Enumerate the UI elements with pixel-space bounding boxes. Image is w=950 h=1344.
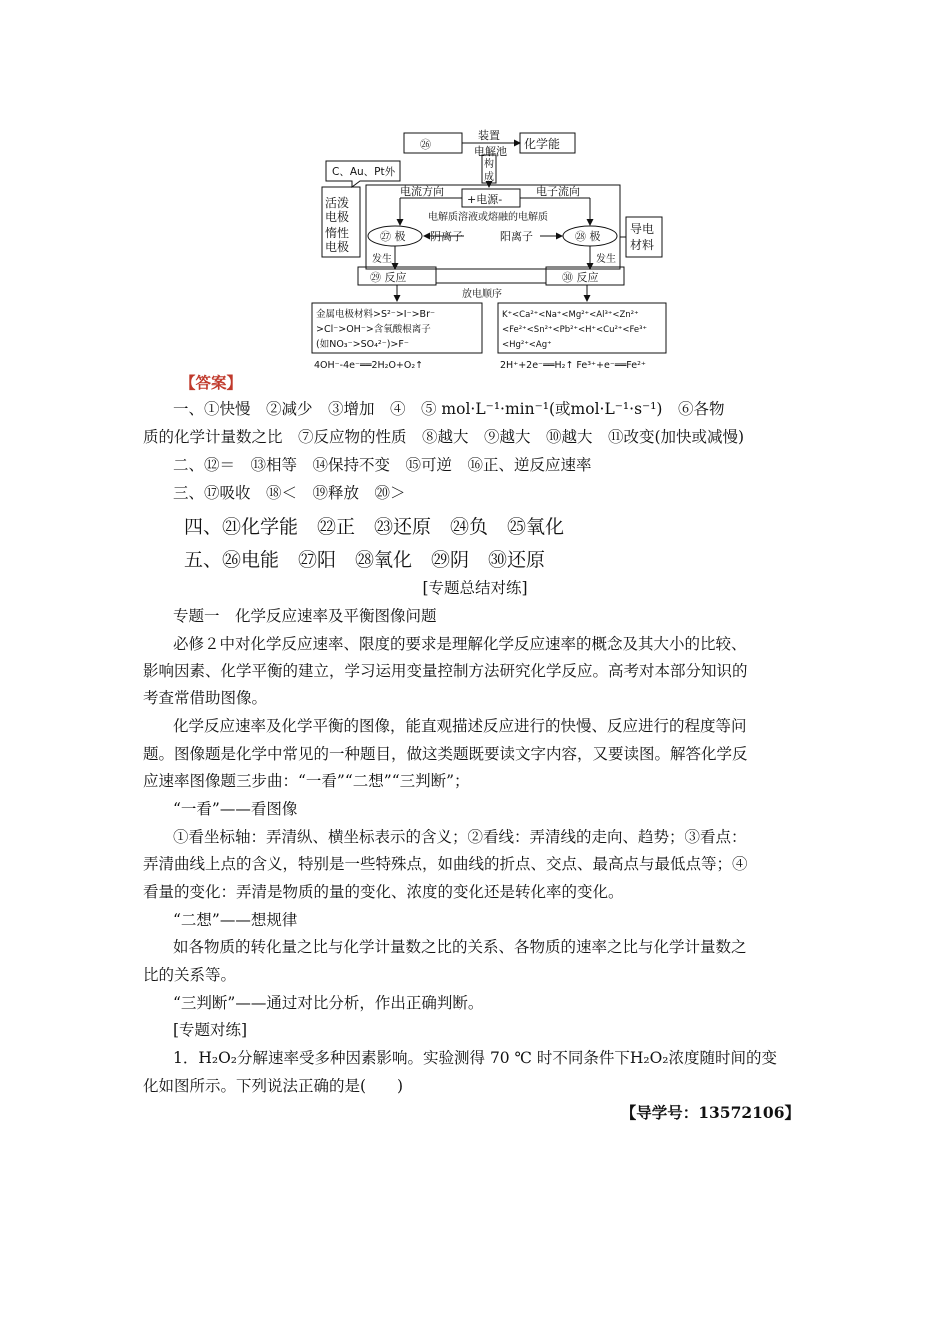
composed-1: 构 bbox=[484, 159, 494, 170]
para2-line3: 应速率图像题三步曲：“一看”“二想”“三判断”； bbox=[143, 772, 470, 790]
electron-direction-label: 电子流向 bbox=[536, 185, 580, 198]
composed-2: 成 bbox=[484, 172, 494, 183]
electrode27-label: ㉗ 极 bbox=[380, 230, 406, 243]
electrolyte-label: 电解质溶液或熔融的电解质 bbox=[428, 212, 548, 223]
answer-label: 【答案】 bbox=[180, 373, 243, 392]
power-source-label: +电源- bbox=[467, 193, 503, 206]
question1-line1: 1．H₂O₂分解速率受多种因素影响。实验测得 70 ℃ 时不同条件下H₂O₂浓度随时间的变 bbox=[173, 1049, 778, 1067]
anion-label: 阴离子 bbox=[430, 230, 463, 243]
cation-label: 阳离子 bbox=[500, 230, 533, 243]
inert-electrode-2: 电极 bbox=[325, 240, 350, 254]
reaction29-label: ㉙ 反应 bbox=[370, 271, 407, 284]
device-label: 装置 bbox=[478, 129, 500, 142]
topic-title: 专题一 化学反应速率及平衡图像问题 bbox=[173, 607, 437, 625]
answer-line-5: 五、㉖电能 ㉗阳 ㉘氧化 ㉙阴 ㉚还原 bbox=[184, 549, 546, 571]
box26-label: ㉖ bbox=[420, 138, 431, 151]
left-box-line1: 金属电极材料>S²⁻>I⁻>Br⁻ bbox=[316, 309, 435, 320]
para2-line2: 题。图像题是化学中常见的一种题目，做这类题既要读文字内容，又要读图。解答化学反 bbox=[143, 745, 748, 763]
active-electrode-1: 活泼 bbox=[325, 196, 350, 210]
left-box-line3: (如NO₃⁻>SO₄²⁻)>F⁻ bbox=[316, 339, 409, 350]
electrode28-label: ㉘ 极 bbox=[575, 230, 601, 243]
section-title: [专题总结对练] bbox=[422, 579, 528, 597]
callout-label: C、Au、Pt外 bbox=[332, 166, 396, 178]
para1-line1: 必修２中对化学反应速率、限度的要求是理解化学反应速率的概念及其大小的比较、 bbox=[173, 635, 747, 653]
answer-line-1b: 质的化学计量数之比 ⑦反应物的性质 ⑧越大 ⑨越大 ⑩越大 ⑪改变(加快或减慢) bbox=[143, 428, 745, 446]
guide-number: 【导学号：13572106】 bbox=[620, 1103, 800, 1122]
para3-line3: 看量的变化：弄清是物质的量的变化、浓度的变化还是转化率的变化。 bbox=[143, 883, 624, 901]
answer-line-4: 四、㉑化学能 ㉒正 ㉓还原 ㉔负 ㉕氧化 bbox=[184, 516, 565, 538]
occur-left: 发生 bbox=[372, 254, 392, 265]
para1-line3: 考查常借助图像。 bbox=[143, 689, 268, 707]
conductor-2: 材料 bbox=[630, 238, 655, 252]
para4-line2: 比的关系等。 bbox=[143, 966, 237, 984]
discharge-order-label: 放电顺序 bbox=[462, 289, 502, 300]
para4-line1: 如各物质的转化量之比与化学计量数之比的关系、各物质的速率之比与化学计量数之 bbox=[173, 938, 747, 956]
heading-think: “二想”——想规律 bbox=[173, 911, 298, 929]
current-direction-label: 电流方向 bbox=[400, 185, 444, 198]
para2-line1: 化学反应速率及化学平衡的图像，能直观描述反应进行的快慢、反应进行的程度等问 bbox=[173, 717, 747, 735]
right-box-line1: K⁺<Ca²⁺<Na⁺<Mg²⁺<Al³⁺<Zn²⁺ bbox=[502, 310, 639, 320]
heading-judge: “三判断”——通过对比分析，作出正确判断。 bbox=[173, 994, 484, 1012]
practice-label: [专题对练] bbox=[173, 1021, 248, 1039]
electrolytic-cell-label: 电解池 bbox=[474, 145, 507, 158]
answer-line-2: 二、⑫＝ ⑬相等 ⑭保持不变 ⑮可逆 ⑯正、逆反应速率 bbox=[173, 456, 592, 474]
conductor-1: 导电 bbox=[630, 222, 655, 236]
left-equation: 4OH⁻-4e⁻══2H₂O+O₂↑ bbox=[314, 360, 424, 371]
right-box-line2: <Fe²⁺<Sn²⁺<Pb²⁺<H⁺<Cu²⁺<Fe³⁺ bbox=[502, 325, 648, 335]
inert-electrode-1: 惰性 bbox=[325, 226, 350, 240]
para1-line2: 影响因素、化学平衡的建立，学习运用变量控制方法研究化学反应。高考对本部分知识的 bbox=[143, 662, 748, 680]
chemical-energy-label: 化学能 bbox=[524, 137, 561, 151]
left-box-line2: >Cl⁻>OH⁻>含氧酸根离子 bbox=[316, 324, 431, 335]
right-box-line3: <Hg²⁺<Ag⁺ bbox=[502, 340, 552, 350]
answer-line-1: 一、①快慢 ②减少 ③增加 ④ ⑤ mol·L⁻¹·min⁻¹(或mol·L⁻¹·s⁻¹) ⑥各物 bbox=[173, 400, 725, 418]
answer-line-3: 三、⑰吸收 ⑱＜ ⑲释放 ⑳＞ bbox=[173, 484, 406, 502]
right-equation: 2H⁺+2e⁻══H₂↑ Fe³⁺+e⁻══Fe²⁺ bbox=[500, 360, 646, 371]
active-electrode-2: 电极 bbox=[325, 210, 350, 224]
para3-line1: ①看坐标轴：弄清纵、横坐标表示的含义；②看线：弄清线的走向、趋势；③看点： bbox=[173, 828, 747, 846]
question1-line2: 化如图所示。下列说法正确的是( ) bbox=[143, 1077, 404, 1095]
reaction30-label: ㉚ 反应 bbox=[562, 271, 599, 284]
occur-right: 发生 bbox=[596, 254, 616, 265]
para3-line2: 弄清曲线上点的含义，特别是一些特殊点，如曲线的折点、交点、最高点与最低点等；④ bbox=[143, 855, 748, 873]
heading-look: “一看”——看图像 bbox=[173, 800, 298, 818]
electrolysis-diagram bbox=[300, 125, 680, 375]
